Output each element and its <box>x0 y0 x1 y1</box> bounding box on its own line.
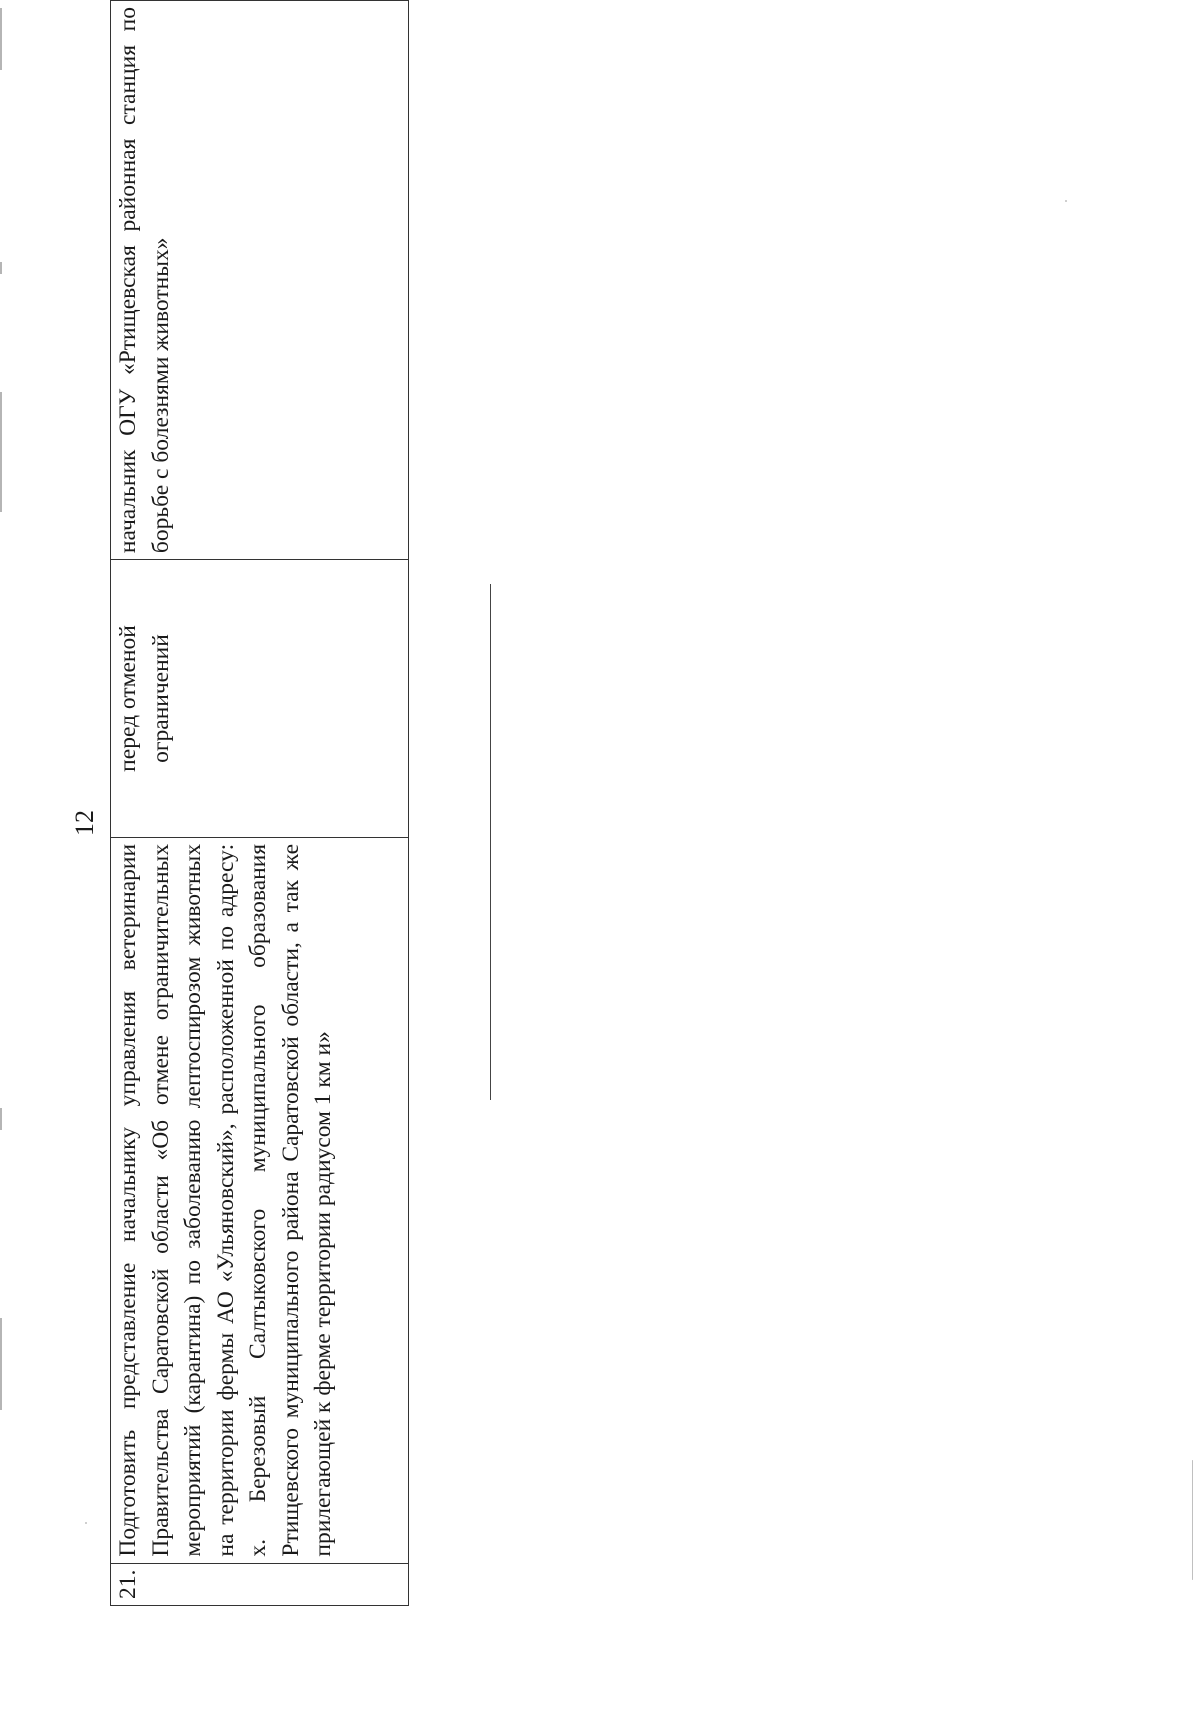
deadline-cell: перед отменой ограничений <box>111 560 409 838</box>
end-separator-line <box>490 584 491 1100</box>
responsible-cell: начальник ОГУ «Ртищевская районная станция по борьбе с болезнями животных» <box>111 1 409 560</box>
page-number: 12 <box>70 810 99 836</box>
row-number: 21. <box>111 1563 409 1605</box>
measures-table <box>110 0 409 1606</box>
table-row <box>111 1 409 1606</box>
action-cell: Подготовить представление начальнику управления ветеринарии Правительства Саратовской области «Об отмене ограничительных мероприятий (карантина) по заболеванию лептоспирозом животных на территории фермы АО «Ульяновский», расположенной по адресу: х. Березовый Салтыковского муниципального образования Ртищевского муниципального района Саратовской области, а так же прилегающей к ферме территории радиусом 1 км и» <box>111 837 409 1563</box>
